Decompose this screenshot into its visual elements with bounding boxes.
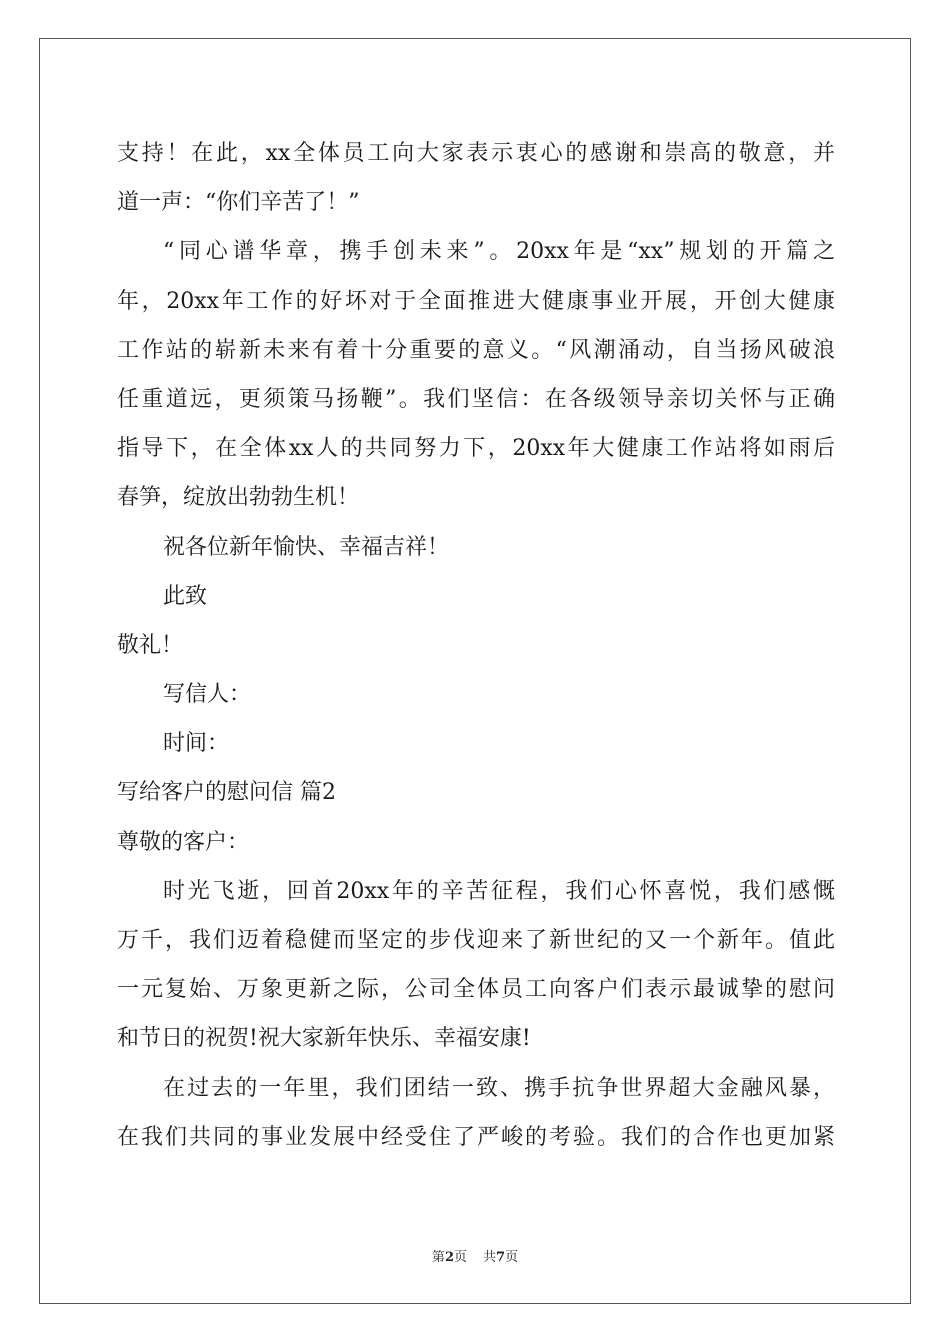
text-line: 祝各位新年愉快、幸福吉祥！ <box>163 534 450 560</box>
text-line: 写给客户的慰问信 篇2 <box>117 780 336 806</box>
text-line: 时光飞逝，回首20xx年的辛苦征程，我们心怀喜悦，我们感慨 <box>163 878 835 904</box>
text-line: 在我们共同的事业发展中经受住了严峻的考验。我们的合作也更加紧 <box>117 1124 835 1150</box>
page-suffix: 页 <box>453 1250 467 1265</box>
letter-body <box>117 129 835 1162</box>
page-prefix: 第 <box>431 1250 445 1265</box>
text-line: 时间： <box>163 731 230 757</box>
page-footer <box>0 1246 950 1265</box>
text-line: 在过去的一年里，我们团结一致、携手抗争世界超大金融风暴， <box>163 1075 835 1101</box>
text-line: 和节日的祝贺!祝大家新年快乐、幸福安康! <box>117 1026 531 1052</box>
text-line: 支持！在此，xx全体员工向大家表示衷心的感谢和崇高的敬意，并 <box>117 141 835 166</box>
text-line: “同心谱华章，携手创未来”。20xx年是“xx”规划的开篇之 <box>163 239 835 265</box>
total-prefix: 共 <box>483 1250 497 1265</box>
text-line: 指导下，在全体xx人的共同努力下，20xx年大健康工作站将如雨后 <box>117 436 835 462</box>
text-line: 尊敬的客户： <box>117 829 250 855</box>
text-line: 万千，我们迈着稳健而坚定的步伐迎来了新世纪的又一个新年。值此 <box>117 928 835 953</box>
text-line: 工作站的崭新未来有着十分重要的意义。“风潮涌动，自当扬风破浪 <box>117 337 835 363</box>
text-line: 道一声：“你们辛苦了！” <box>117 190 360 216</box>
text-line: 一元复始、万象更新之际，公司全体员工向客户们表示最诚挚的慰问 <box>117 977 835 1003</box>
text-line: 年，20xx年工作的好坏对于全面推进大健康事业开展，开创大健康 <box>117 288 835 314</box>
text-line: 春笋，绽放出勃勃生机！ <box>117 485 360 511</box>
current-page-number: 2 <box>444 1250 454 1265</box>
total-page-count: 7 <box>496 1250 506 1265</box>
text-line: 敬礼！ <box>117 632 184 658</box>
text-line: 此致 <box>163 583 208 609</box>
total-suffix: 页 <box>505 1250 519 1265</box>
text-line: 写信人： <box>163 682 252 708</box>
text-line: 任重道远，更须策马扬鞭”。我们坚信：在各级领导亲切关怀与正确 <box>117 386 835 412</box>
